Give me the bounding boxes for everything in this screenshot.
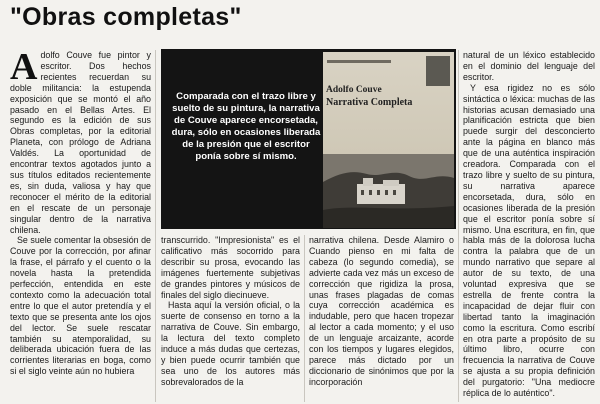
- book-cover-image: [323, 52, 454, 228]
- article-column-middle-right: [309, 235, 454, 402]
- paragraph-7: Y esa rigidez no es sólo sintáctica o léxica: muchas de las historias acusan demasiado una planificación estricta que bien puede surgir del desconcierto ante la página en blanco más que de una auténtica inspiración creadora. Comparada con el trazo libre y suelto de su pintura, su narrativa aparece encorsetada, dura, sólo en ocasiones liberada de la presión que el escritor ponía sobre sí mismo. Una escritura, en fin, que habla más de la dolorosa lucha contra la palabra que de un mundo narrativo que separe al autor de su texto, de una voluntad expresiva que se estrella de frente contra la incapacidad de dejar fluir con libertad tanto la imaginación como la escritura. Como escribí en otra parte a propósito de su último libro, ocurre con frecuencia la narrativa de Couve se ajusta a su propia definición del purgatorio: "Una mediocre réplica de lo auténtico".: [463, 82, 595, 399]
- article-column-right: [463, 50, 595, 402]
- article-column-middle-left: [161, 235, 300, 402]
- article-column-left: [10, 50, 151, 402]
- book-landscape-image: [323, 154, 454, 228]
- book-series-line: [327, 60, 391, 63]
- author-portrait-image: [426, 56, 450, 86]
- column-rule-3: [458, 50, 459, 402]
- drop-cap: A: [10, 50, 38, 88]
- paragraph-6: natural de un léxico establecido en el dominio del lenguaje del escritor.: [463, 50, 595, 82]
- pull-quote: Comparada con el trazo libre y suelto de su pintura, la narrativa de Couve aparece encorsetada, dura, sólo en ocasiones liberada de la presión que el escritor ponía sobre sí mismo.: [171, 91, 321, 162]
- column-rule-2: [304, 235, 305, 402]
- column-rule-1: [155, 50, 156, 402]
- headline: "Obras completas": [10, 3, 242, 31]
- paragraph-1: [10, 50, 151, 235]
- paragraph-1-text: dolfo Couve fue pintor y escritor. Dos hechos recientes recuerdan su doble militancia: la estupenda exposición que se montó el año pasado en el Bellas Artes. El segundo es la edición de sus Obras completas, por la editorial Planeta, con prólogo de Adriana Valdés. La oportunidad de encontrar textos agotados junto a sus títulos editados recientemente es, sin duda, valiosa y hay que reconocer el mérito de la editorial en el rescate de un personaje singular dentro de la narrativa chilena.: [10, 50, 151, 235]
- book-title: Narrativa Completa: [326, 97, 413, 108]
- book-author: Adolfo Couve: [326, 85, 382, 95]
- paragraph-5: narrativa chilena. Desde Alamiro o Cuando pienso en mi falta de cabeza (lo segundo comedia), se advierte cada vez más un exceso de corrección que rigidiza la prosa, unas frases plagadas de comas cuya corrección académica es indudable, pero que hacen tropezar al lector a cada momento; y el uso de un lenguaje arcaizante, acorde con los tiempos y lugares elegidos, parece más dictado por un diccionario de sinónimos que por la incorporación: [309, 235, 454, 387]
- paragraph-3: transcurrido. "Impresionista" es el calificativo más socorrido para describir su prosa, evocando las imágenes fuertemente subjetivas de grandes pintores y músicos de finales del siglo diecinueve.: [161, 235, 300, 300]
- paragraph-4: Hasta aquí la versión oficial, o la suerte de consenso en torno a la narrativa de Couve. Sin embargo, la lectura del texto completo induce a más dudas que certezas, y bien puede ocurrir también que sea uno de los autores más sobrevalorados de la: [161, 300, 300, 387]
- paragraph-2: Se suele comentar la obsesión de Couve por la corrección, por afinar la frase, el párrafo y el cuento o la novela hasta la pretendida perfección, entendida en este contexto como la adecuación total entre lo que el autor pretendía y el texto que se presenta ante los ojos del lector. Se suele rescatar también su atemporalidad, su deliberada ubicación fuera de las corrientes literarias en boga, como si el siglo veinte aún no hubiera: [10, 235, 151, 377]
